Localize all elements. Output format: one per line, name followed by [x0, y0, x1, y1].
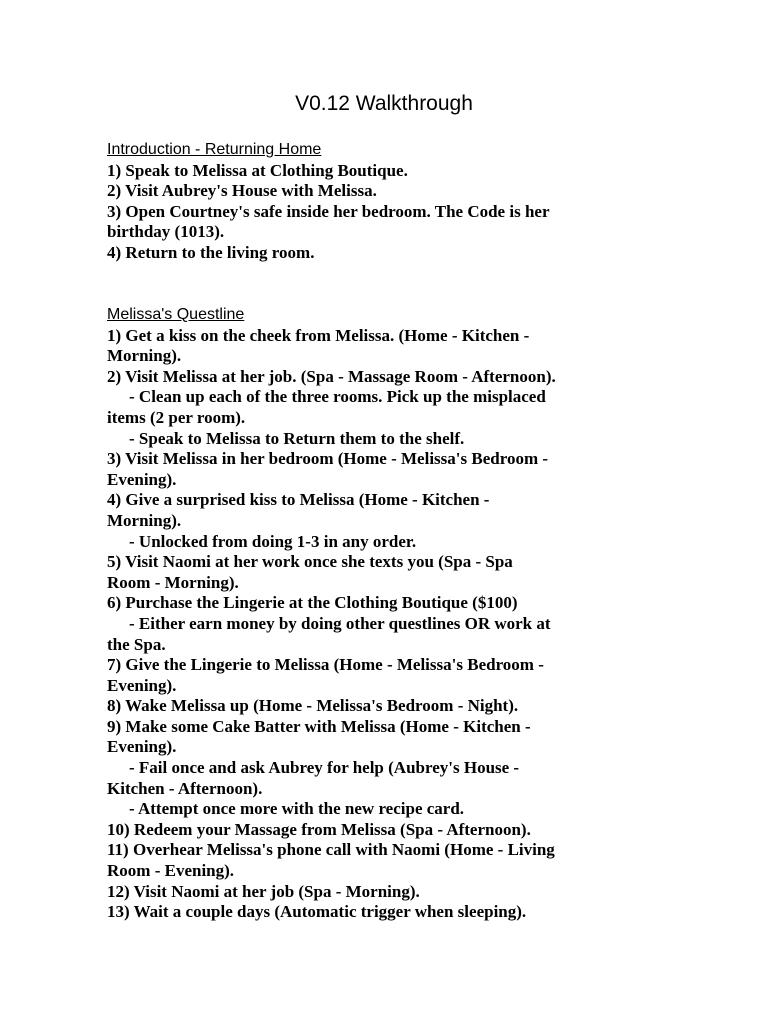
walkthrough-step: birthday (1013).	[107, 222, 225, 242]
walkthrough-step: Evening).	[107, 469, 177, 489]
walkthrough-step: Room - Morning).	[107, 572, 239, 592]
walkthrough-step: 2) Visit Aubrey's House with Melissa.	[107, 181, 377, 201]
walkthrough-step: 3) Open Courtney's safe inside her bedroom. The Code is her	[107, 201, 550, 221]
walkthrough-step: 8) Wake Melissa up (Home - Melissa's Bedroom - Night).	[107, 696, 519, 716]
walkthrough-step: 5) Visit Naomi at her work once she texts you (Spa - Spa	[107, 552, 513, 572]
walkthrough-step: 6) Purchase the Lingerie at the Clothing Boutique ($100)	[107, 593, 518, 613]
walkthrough-step: 9) Make some Cake Batter with Melissa (Home - Kitchen -	[107, 716, 531, 736]
walkthrough-step: 3) Visit Melissa in her bedroom (Home - Melissa's Bedroom -	[107, 449, 549, 469]
page-title: V0.12 Walkthrough	[295, 92, 473, 115]
walkthrough-substep: - Clean up each of the three rooms. Pick up the misplaced	[129, 387, 546, 407]
walkthrough-step: 1) Get a kiss on the cheek from Melissa. (Home - Kitchen -	[107, 325, 530, 345]
walkthrough-substep: - Either earn money by doing other questlines OR work at	[129, 613, 551, 633]
section-introduction	[107, 140, 667, 264]
walkthrough-step: Kitchen - Afternoon).	[107, 778, 263, 798]
walkthrough-substep: - Fail once and ask Aubrey for help (Aubrey's House -	[129, 758, 520, 778]
walkthrough-step: 4) Return to the living room.	[107, 242, 315, 262]
section-melissa-questline	[107, 305, 667, 923]
walkthrough-step: 2) Visit Melissa at her job. (Spa - Massage Room - Afternoon).	[107, 366, 556, 386]
walkthrough-step: Morning).	[107, 346, 182, 366]
section-heading: Introduction - Returning Home	[107, 141, 322, 158]
walkthrough-step: 12) Visit Naomi at her job (Spa - Morning).	[107, 881, 420, 901]
walkthrough-step: 7) Give the Lingerie to Melissa (Home - Melissa's Bedroom -	[107, 655, 544, 675]
walkthrough-substep: - Unlocked from doing 1-3 in any order.	[129, 531, 417, 551]
walkthrough-step: 11) Overhear Melissa's phone call with Naomi (Home - Living	[107, 840, 555, 860]
walkthrough-step: the Spa.	[107, 634, 166, 654]
walkthrough-step: Evening).	[107, 675, 177, 695]
section-heading: Melissa's Questline	[107, 306, 245, 323]
walkthrough-step: Room - Evening).	[107, 861, 235, 881]
walkthrough-step: 13) Wait a couple days (Automatic trigger when sleeping).	[107, 902, 527, 922]
walkthrough-step: items (2 per room).	[107, 407, 246, 427]
walkthrough-step: 10) Redeem your Massage from Melissa (Spa - Afternoon).	[107, 819, 531, 839]
walkthrough-step: Evening).	[107, 737, 177, 757]
walkthrough-step: 4) Give a surprised kiss to Melissa (Home - Kitchen -	[107, 490, 490, 510]
walkthrough-step: 1) Speak to Melissa at Clothing Boutique.	[107, 160, 408, 180]
walkthrough-substep: - Attempt once more with the new recipe card.	[129, 799, 465, 819]
walkthrough-step: Morning).	[107, 510, 182, 530]
walkthrough-substep: - Speak to Melissa to Return them to the shelf.	[129, 428, 465, 448]
